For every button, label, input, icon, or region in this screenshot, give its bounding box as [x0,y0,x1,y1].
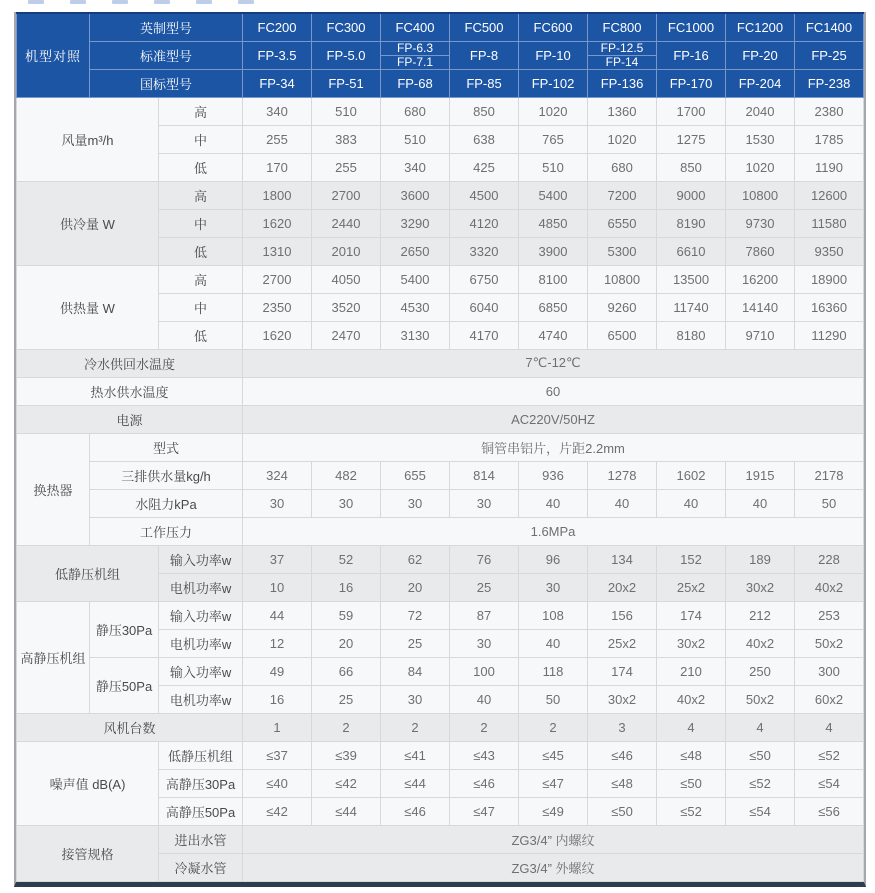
value-cell: 11740 [657,293,726,321]
value-cell: 6040 [450,293,519,321]
value-cell: 4500 [450,181,519,209]
value-cell: 936 [519,461,588,489]
value-cell: ≤47 [519,769,588,797]
value-cell: ≤45 [519,741,588,769]
value-cell: 50x2 [726,685,795,713]
value-cell: 96 [519,545,588,573]
model-cell: FP-14 [605,54,639,69]
value-cell: ≤46 [588,741,657,769]
value-cell: 25 [312,685,381,713]
value-cell: 30 [519,573,588,601]
model-cell: FP-20 [726,41,795,69]
high-static-30-input-row [17,601,864,629]
header-row-imperial [17,13,864,41]
value-cell: 9710 [726,321,795,349]
value-cell: ≤46 [381,797,450,825]
value-cell: FC1000 [657,13,726,41]
value-cell: 30 [450,489,519,517]
chilled-water-temp-value: 7℃-12℃ [243,349,864,377]
value-cell: 66 [312,657,381,685]
row-label-high: 高 [159,181,243,209]
value-cell: 30 [381,489,450,517]
value-cell: 340 [381,153,450,181]
value-cell: ≤42 [312,769,381,797]
value-cell: 1020 [588,125,657,153]
value-cell: FP-68 [381,69,450,97]
section-label-cooling: 供冷量 W [17,181,159,265]
value-cell: ≤50 [588,797,657,825]
value-cell: 2 [312,713,381,741]
value-cell: 11290 [795,321,864,349]
value-cell: 510 [381,125,450,153]
national-model-label: 国标型号 [90,69,243,97]
airflow-high-row [17,97,864,125]
value-cell: FC300 [312,13,381,41]
value-cell: 156 [588,601,657,629]
power-row [17,405,864,433]
exchanger-flow-label: 三排供水量kg/h [90,461,243,489]
value-cell: 9000 [657,181,726,209]
standard-model-label: 标准型号 [90,41,243,69]
value-cell: 3290 [381,209,450,237]
value-cell: 4530 [381,293,450,321]
value-cell: 170 [243,153,312,181]
value-cell: 2010 [312,237,381,265]
value-cell: 9730 [726,209,795,237]
value-cell: 40 [519,489,588,517]
header-row-standard [17,41,864,69]
value-cell: 49 [243,657,312,685]
spec-table-frame [14,12,866,887]
value-cell: 10 [243,573,312,601]
value-cell: 40x2 [726,629,795,657]
value-cell: 1620 [243,209,312,237]
value-cell: 62 [381,545,450,573]
value-cell: FP-136 [588,69,657,97]
value-cell: 30 [312,489,381,517]
value-cell: ≤52 [657,797,726,825]
exchanger-type-label: 型式 [90,433,243,461]
value-cell: 6550 [588,209,657,237]
value-cell: 2440 [312,209,381,237]
value-cell: 1530 [726,125,795,153]
value-cell: 87 [450,601,519,629]
value-cell: 16200 [726,265,795,293]
exchanger-type-value: 铜管串铝片，片距2.2mm [243,433,864,461]
value-cell: 44 [243,601,312,629]
section-label-heating: 供热量 W [17,265,159,349]
value-cell: 300 [795,657,864,685]
drain-pipe-label: 冷凝水管 [159,853,243,881]
row-label-mid: 中 [159,209,243,237]
section-label-exchanger: 换热器 [17,433,90,545]
motor-power-label: 电机功率w [159,629,243,657]
value-cell: 10800 [588,265,657,293]
value-cell: 84 [381,657,450,685]
value-cell: 52 [312,545,381,573]
value-cell: 3900 [519,237,588,265]
value-cell: 2700 [312,181,381,209]
exchanger-resistance-row [17,489,864,517]
value-cell: FP-204 [726,69,795,97]
value-cell: 60x2 [795,685,864,713]
value-cell: 16360 [795,293,864,321]
value-cell: 13500 [657,265,726,293]
value-cell: 510 [312,97,381,125]
value-cell: 655 [381,461,450,489]
value-cell: ≤52 [726,769,795,797]
value-cell: 250 [726,657,795,685]
noise-50pa-label: 高静压50Pa [159,797,243,825]
section-label-noise: 噪声值 dB(A) [17,741,159,825]
static-50pa-label: 静压50Pa [90,657,159,713]
value-cell: ≤49 [519,797,588,825]
value-cell: 3320 [450,237,519,265]
cropped-title-remnant [28,0,254,5]
model-cell: FP-12.5 [588,42,656,56]
value-cell: 1190 [795,153,864,181]
value-cell: 253 [795,601,864,629]
value-cell: FC200 [243,13,312,41]
model-cell: FP-16 [657,41,726,69]
model-cell: FP-25 [795,41,864,69]
chilled-water-temp-row [17,349,864,377]
value-cell: 680 [381,97,450,125]
value-cell: 5400 [381,265,450,293]
value-cell: 5400 [519,181,588,209]
row-label-high: 高 [159,265,243,293]
pipe-inlet-row [17,825,864,853]
value-cell: 4 [657,713,726,741]
value-cell: ≤47 [450,797,519,825]
section-label-pipes: 接管规格 [17,825,159,881]
value-cell: 37 [243,545,312,573]
value-cell: 1278 [588,461,657,489]
section-label-airflow: 风量m³/h [17,97,159,181]
value-cell: 14140 [726,293,795,321]
model-cell: FP-3.5 [243,41,312,69]
value-cell: ≤44 [381,769,450,797]
inlet-pipe-value: ZG3/4” 内螺纹 [243,825,864,853]
value-cell: 255 [312,153,381,181]
drain-pipe-value: ZG3/4” 外螺纹 [243,853,864,881]
value-cell: 1602 [657,461,726,489]
value-cell: 20 [381,573,450,601]
value-cell: 638 [450,125,519,153]
value-cell: 1700 [657,97,726,125]
value-cell: 2178 [795,461,864,489]
value-cell: FP-170 [657,69,726,97]
value-cell: 6750 [450,265,519,293]
imperial-model-label: 英制型号 [90,13,243,41]
fan-count-label: 风机台数 [17,713,243,741]
exchanger-resistance-label: 水阻力kPa [90,489,243,517]
value-cell: ≤42 [243,797,312,825]
value-cell: 100 [450,657,519,685]
value-cell: 40 [450,685,519,713]
value-cell: 2 [381,713,450,741]
value-cell: 1785 [795,125,864,153]
value-cell: 383 [312,125,381,153]
value-cell: ≤43 [450,741,519,769]
power-value: AC220V/50HZ [243,405,864,433]
value-cell: 4850 [519,209,588,237]
value-cell: 30 [450,629,519,657]
value-cell: 25x2 [657,573,726,601]
value-cell: 4120 [450,209,519,237]
value-cell: 2040 [726,97,795,125]
model-cell: FP-6.3 [381,42,449,56]
value-cell: FP-51 [312,69,381,97]
input-power-label: 输入功率w [159,601,243,629]
hot-water-temp-row [17,377,864,405]
value-cell: 340 [243,97,312,125]
input-power-label: 输入功率w [159,545,243,573]
value-cell: ≤48 [657,741,726,769]
spec-table [16,12,864,882]
value-cell: ≤40 [243,769,312,797]
value-cell: 9260 [588,293,657,321]
model-cell-split [381,41,450,69]
motor-power-label: 电机功率w [159,685,243,713]
value-cell: 3130 [381,321,450,349]
high-static-50-input-row [17,657,864,685]
value-cell: 11580 [795,209,864,237]
value-cell: 7200 [588,181,657,209]
model-comparison-label: 机型对照 [17,13,90,97]
value-cell: 2380 [795,97,864,125]
value-cell: 59 [312,601,381,629]
value-cell: 134 [588,545,657,573]
value-cell: ≤37 [243,741,312,769]
noise-low-static-row [17,741,864,769]
value-cell: 30 [381,685,450,713]
value-cell: 40x2 [657,685,726,713]
value-cell: 1020 [726,153,795,181]
value-cell: 4170 [450,321,519,349]
value-cell: 2470 [312,321,381,349]
value-cell: 50 [519,685,588,713]
row-label-mid: 中 [159,293,243,321]
value-cell: FP-85 [450,69,519,97]
value-cell: 40 [519,629,588,657]
input-power-label: 输入功率w [159,657,243,685]
value-cell: 1915 [726,461,795,489]
value-cell: 40 [657,489,726,517]
value-cell: 1275 [657,125,726,153]
value-cell: 20x2 [588,573,657,601]
value-cell: 228 [795,545,864,573]
value-cell: 1360 [588,97,657,125]
value-cell: ≤39 [312,741,381,769]
value-cell: 2700 [243,265,312,293]
inlet-pipe-label: 进出水管 [159,825,243,853]
value-cell: 18900 [795,265,864,293]
row-label-mid: 中 [159,125,243,153]
value-cell: 814 [450,461,519,489]
power-label: 电源 [17,405,243,433]
value-cell: 30x2 [726,573,795,601]
model-cell: FP-10 [519,41,588,69]
value-cell: ≤44 [312,797,381,825]
value-cell: 765 [519,125,588,153]
value-cell: FC600 [519,13,588,41]
value-cell: 2350 [243,293,312,321]
value-cell: 7860 [726,237,795,265]
cooling-high-row [17,181,864,209]
value-cell: 16 [243,685,312,713]
value-cell: 10800 [726,181,795,209]
value-cell: 12 [243,629,312,657]
noise-low-static-label: 低静压机组 [159,741,243,769]
value-cell: 50x2 [795,629,864,657]
value-cell: 3600 [381,181,450,209]
value-cell: 212 [726,601,795,629]
value-cell: ≤48 [588,769,657,797]
value-cell: FC1200 [726,13,795,41]
chilled-water-temp-label: 冷水供回水温度 [17,349,243,377]
value-cell: 4 [795,713,864,741]
value-cell: 6610 [657,237,726,265]
value-cell: 2 [450,713,519,741]
value-cell: 482 [312,461,381,489]
static-30pa-label: 静压30Pa [90,601,159,657]
value-cell: 25 [381,629,450,657]
value-cell: 6500 [588,321,657,349]
value-cell: 1620 [243,321,312,349]
value-cell: 174 [588,657,657,685]
value-cell: 4050 [312,265,381,293]
value-cell: 3520 [312,293,381,321]
value-cell: 8180 [657,321,726,349]
exchanger-type-row [17,433,864,461]
value-cell: 425 [450,153,519,181]
row-label-high: 高 [159,97,243,125]
value-cell: 152 [657,545,726,573]
value-cell: 255 [243,125,312,153]
value-cell: FP-34 [243,69,312,97]
header-row-national [17,69,864,97]
row-label-low: 低 [159,321,243,349]
low-static-input-row [17,545,864,573]
value-cell: 8100 [519,265,588,293]
value-cell: 210 [657,657,726,685]
noise-30pa-label: 高静压30Pa [159,769,243,797]
value-cell: 850 [657,153,726,181]
value-cell: 76 [450,545,519,573]
value-cell: ≤54 [795,769,864,797]
value-cell: ≤52 [795,741,864,769]
value-cell: 40 [726,489,795,517]
value-cell: 6850 [519,293,588,321]
value-cell: 2650 [381,237,450,265]
model-cell: FP-5.0 [312,41,381,69]
value-cell: 25x2 [588,629,657,657]
row-label-low: 低 [159,153,243,181]
value-cell: 118 [519,657,588,685]
exchanger-pressure-row [17,517,864,545]
value-cell: FC500 [450,13,519,41]
section-label-high-static: 高静压机组 [17,601,90,713]
fan-count-row [17,713,864,741]
value-cell: 40 [588,489,657,517]
value-cell: FC1400 [795,13,864,41]
hot-water-temp-label: 热水供水温度 [17,377,243,405]
value-cell: 30 [243,489,312,517]
exchanger-pressure-label: 工作压力 [90,517,243,545]
value-cell: 2 [519,713,588,741]
value-cell: 1800 [243,181,312,209]
value-cell: FP-238 [795,69,864,97]
value-cell: 1 [243,713,312,741]
value-cell: 1310 [243,237,312,265]
value-cell: 16 [312,573,381,601]
value-cell: 72 [381,601,450,629]
exchanger-flow-row [17,461,864,489]
value-cell: FC800 [588,13,657,41]
exchanger-pressure-value: 1.6MPa [243,517,864,545]
value-cell: 850 [450,97,519,125]
value-cell: 3 [588,713,657,741]
model-cell-split [588,41,657,69]
value-cell: 324 [243,461,312,489]
value-cell: ≤56 [795,797,864,825]
value-cell: 40x2 [795,573,864,601]
value-cell: ≤46 [450,769,519,797]
value-cell: 4740 [519,321,588,349]
value-cell: ≤41 [381,741,450,769]
row-label-low: 低 [159,237,243,265]
value-cell: FC400 [381,13,450,41]
value-cell: ≤54 [726,797,795,825]
heating-high-row [17,265,864,293]
value-cell: 8190 [657,209,726,237]
value-cell: 4 [726,713,795,741]
value-cell: 30x2 [657,629,726,657]
model-cell: FP-8 [450,41,519,69]
model-cell: FP-7.1 [397,54,434,69]
value-cell: FP-102 [519,69,588,97]
value-cell: ≤50 [726,741,795,769]
value-cell: 680 [588,153,657,181]
value-cell: 510 [519,153,588,181]
motor-power-label: 电机功率w [159,573,243,601]
value-cell: 189 [726,545,795,573]
value-cell: 30x2 [588,685,657,713]
value-cell: 108 [519,601,588,629]
value-cell: 174 [657,601,726,629]
section-label-low-static: 低静压机组 [17,545,159,601]
value-cell: 50 [795,489,864,517]
value-cell: 12600 [795,181,864,209]
value-cell: 25 [450,573,519,601]
value-cell: ≤50 [657,769,726,797]
hot-water-temp-value: 60 [243,377,864,405]
value-cell: 1020 [519,97,588,125]
value-cell: 20 [312,629,381,657]
value-cell: 9350 [795,237,864,265]
value-cell: 5300 [588,237,657,265]
